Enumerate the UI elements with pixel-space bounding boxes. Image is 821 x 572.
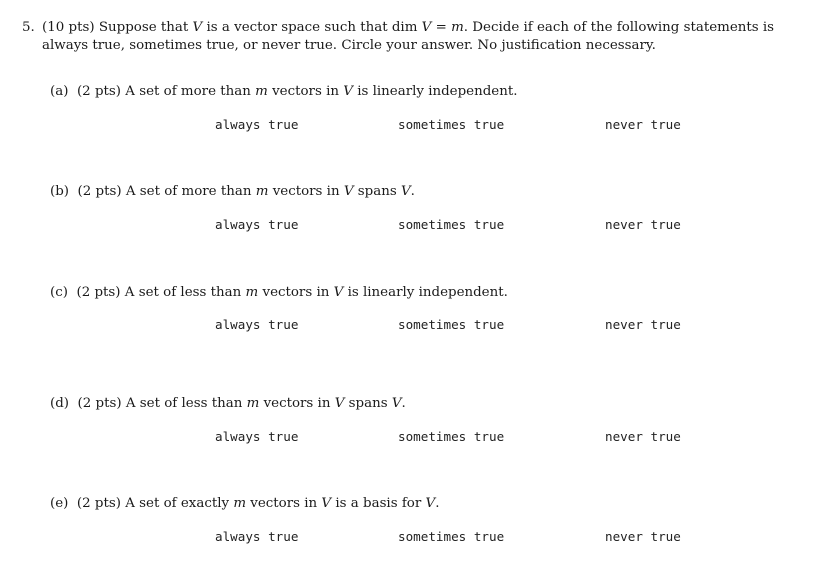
part-e-choice-never-true[interactable]: never true <box>605 529 681 544</box>
problem-statement: (10 pts) Suppose that V is a vector space such that dim V = m. Decide if each of the following statements is always true, sometimes true, or never true. Circle your answer. No justification necessary. <box>42 20 775 53</box>
part-c-choice-sometimes-true[interactable]: sometimes true <box>398 317 505 332</box>
part-d-choice-always-true[interactable]: always true <box>215 429 299 444</box>
part-label: (e) <box>50 496 69 511</box>
part-a-statement: (a) (2 pts) A set of more than m vectors in V is linearly independent. <box>50 84 518 99</box>
math-var-v: V <box>321 496 332 511</box>
math-var-v: V <box>343 184 354 199</box>
part-points: (2 pts) <box>76 496 121 511</box>
part-a-choice-sometimes-true[interactable]: sometimes true <box>398 117 505 132</box>
part-b-choice-never-true[interactable]: never true <box>605 217 681 232</box>
math-var-v: V <box>334 396 345 411</box>
part-c-choice-always-true[interactable]: always true <box>215 317 299 332</box>
math-var-v: V <box>391 396 402 411</box>
math-var-m: m <box>245 285 259 300</box>
part-d-choice-sometimes-true[interactable]: sometimes true <box>398 429 505 444</box>
part-a-choice-always-true[interactable]: always true <box>215 117 299 132</box>
problem-5 <box>22 19 812 55</box>
math-var-m: m <box>451 20 464 35</box>
problem-points: (10 pts) <box>42 20 95 35</box>
math-var-v: V <box>421 20 432 35</box>
part-d-choice-never-true[interactable]: never true <box>605 429 681 444</box>
math-var-v: V <box>192 20 203 35</box>
part-e-choice-always-true[interactable]: always true <box>215 529 299 544</box>
part-label: (a) <box>50 84 69 99</box>
part-c-statement: (c) (2 pts) A set of less than m vectors in V is linearly independent. <box>50 285 508 300</box>
part-points: (2 pts) <box>77 184 122 199</box>
part-e-statement: (e) (2 pts) A set of exactly m vectors in V is a basis for V. <box>50 496 440 511</box>
part-label: (c) <box>50 285 68 300</box>
problem-number: 5. <box>22 20 35 35</box>
part-points: (2 pts) <box>77 396 122 411</box>
part-d-statement: (d) (2 pts) A set of less than m vectors in V spans V. <box>50 396 406 411</box>
math-var-v: V <box>400 184 411 199</box>
part-points: (2 pts) <box>76 84 122 99</box>
math-var-v: V <box>343 84 353 99</box>
part-label: (d) <box>50 396 70 411</box>
part-b-choice-always-true[interactable]: always true <box>215 217 299 232</box>
part-points: (2 pts) <box>76 285 121 300</box>
math-var-m: m <box>255 184 269 199</box>
part-c-choice-never-true[interactable]: never true <box>605 317 681 332</box>
math-var-m: m <box>255 84 268 99</box>
math-var-v: V <box>333 285 344 300</box>
part-label: (b) <box>50 184 70 199</box>
part-e-choice-sometimes-true[interactable]: sometimes true <box>398 529 505 544</box>
part-a-choice-never-true[interactable]: never true <box>605 117 681 132</box>
math-var-v: V <box>425 496 436 511</box>
math-var-m: m <box>233 496 247 511</box>
part-b-choice-sometimes-true[interactable]: sometimes true <box>398 217 505 232</box>
part-b-statement: (b) (2 pts) A set of more than m vectors in V spans V. <box>50 184 415 199</box>
math-equals: = <box>435 20 447 35</box>
math-var-m: m <box>246 396 260 411</box>
